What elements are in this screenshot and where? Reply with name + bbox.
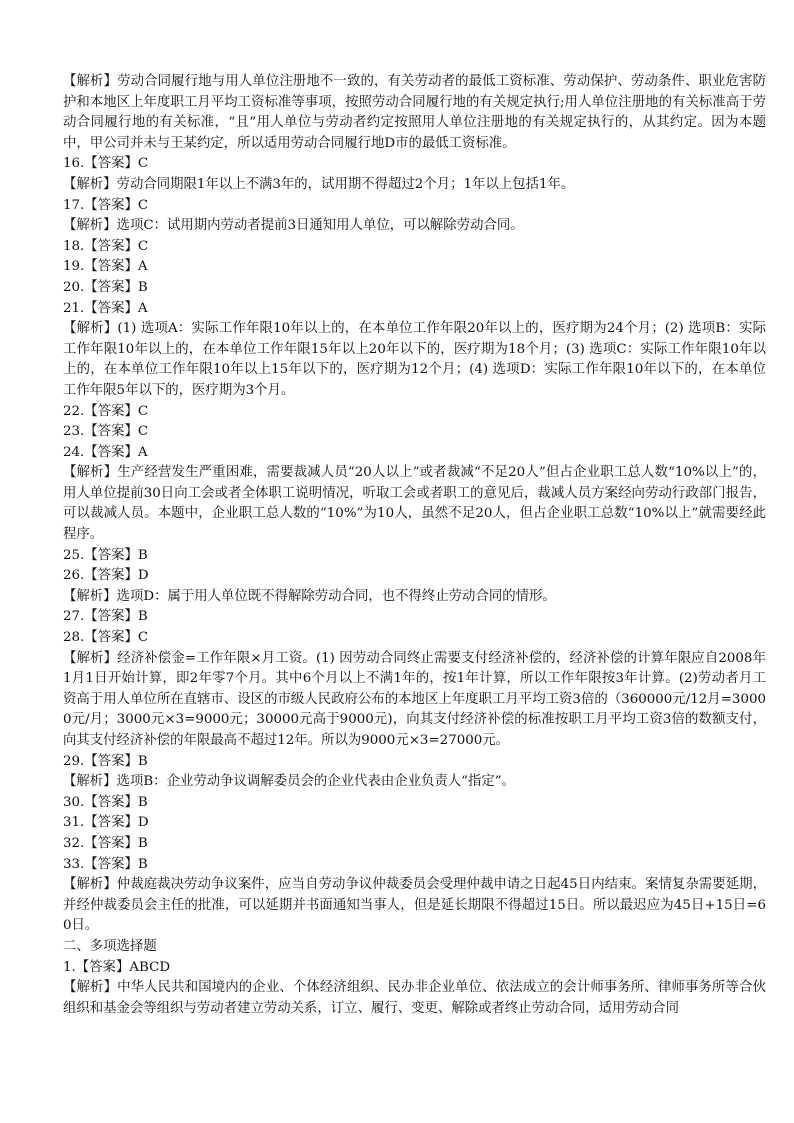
answer-line: 31.【答案】D <box>63 815 149 831</box>
analysis-paragraph: 【解析】(1) 选项A：实际工作年限10年以上的，在本单位工作年限20年以上的，医疗期为24个月；(2) 选项B：实际工作年限10年以上的，在本单位工作年限15年以上20年以下的，医疗期为18个月；(3) 选项C：实际工作年限10年以上的，在本单位工作年限10年以上15年以下的，医疗期为12个月；(4) 选项D：实际工作年限10年以下的，在本单位工作年限5年以下的，医疗期为3个月。 <box>63 321 766 398</box>
answer-line: 22.【答案】C <box>63 403 149 419</box>
analysis-paragraph: 【解析】劳动合同期限1年以上不满3年的，试用期不得超过2个月；1年以上包括1年。 <box>63 176 575 192</box>
answer-line: 18.【答案】C <box>63 238 149 254</box>
answer-line: 29.【答案】B <box>63 753 148 769</box>
analysis-paragraph: 【解析】选项D：属于用人单位既不得解除劳动合同，也不得终止劳动合同的情形。 <box>63 588 556 604</box>
answer-line: 1.【答案】ABCD <box>63 959 171 975</box>
answer-line: 30.【答案】B <box>63 794 148 810</box>
analysis-paragraph: 【解析】中华人民共和国境内的企业、个体经济组织、民办非企业单位、依法成立的会计师事务所、律师事务所等合伙组织和基金会等组织与劳动者建立劳动关系，订立、履行、变更、解除或者终止劳动合同，适用劳动合同 <box>63 980 766 1016</box>
answer-line: 20.【答案】B <box>63 279 148 295</box>
analysis-paragraph: 【解析】选项C：试用期内劳动者提前3日通知用人单位，可以解除劳动合同。 <box>63 218 524 234</box>
analysis-paragraph: 【解析】选项B：企业劳动争议调解委员会的企业代表由企业负责人“指定”。 <box>63 774 516 790</box>
analysis-paragraph: 【解析】生产经营发生严重困难，需要裁减人员“20人以上”或者裁减“不足20人”但占企业职工总人数“10%以上”的，用人单位提前30日向工会或者全体职工说明情况，听取工会或者职工的意见后，裁减人员方案经向劳动行政部门报告，可以裁减人员。本题中，企业职工总人数的“10%”为10人，虽然不足20人，但占企业职工总数“10%以上”就需要经此程序。 <box>63 465 766 543</box>
document-page <box>63 72 766 1019</box>
answer-line: 27.【答案】B <box>63 609 148 625</box>
analysis-paragraph: 【解析】劳动合同履行地与用人单位注册地不一致的，有关劳动者的最低工资标准、劳动保护、劳动条件、职业危害防护和本地区上年度职工月平均工资标准等事项，按照劳动合同履行地的有关规定执行;用人单位注册地的有关标准高于劳动合同履行地的有关标准，“且”用人单位与劳动者约定按照用人单位注册地的有关规定执行的，从其约定。因为本题中，甲公司并未与王某约定，所以适用劳动合同履行地D市的最低工资标准。 <box>63 74 766 151</box>
answer-line: 33.【答案】B <box>63 856 148 872</box>
answer-line: 16.【答案】C <box>63 156 149 172</box>
answer-line: 24.【答案】A <box>63 444 148 460</box>
answer-line: 26.【答案】D <box>63 568 149 584</box>
answer-line: 32.【答案】B <box>63 835 148 851</box>
answer-line: 23.【答案】C <box>63 424 149 440</box>
answer-line: 25.【答案】B <box>63 547 148 563</box>
answer-line: 19.【答案】A <box>63 259 148 275</box>
analysis-paragraph: 【解析】仲裁庭裁决劳动争议案件，应当自劳动争议仲裁委员会受理仲裁申请之日起45日内结束。案情复杂需要延期，并经仲裁委员会主任的批准，可以延期并书面通知当事人，但是延长期限不得超过15日。所以最迟应为45日+15日=60日。 <box>63 877 766 934</box>
answer-line: 28.【答案】C <box>63 630 149 646</box>
section-heading: 二、多项选择题 <box>63 938 157 954</box>
answer-line: 17.【答案】C <box>63 197 149 213</box>
analysis-paragraph: 【解析】经济补偿金=工作年限×月工资。(1) 因劳动合同终止需要支付经济补偿的，经济补偿的计算年限应自2008年1月1日开始计算，即2年零7个月。其中6个月以上不满1年的，按1年计算，所以工作年限按3年计算。(2)劳动者月工资高于用人单位所在直辖市、设区的市级人民政府公布的本地区上年度职工月平均工资3倍的（360000元/12月=30000元/月；3000元×3=9000元；30000元高于9000元)，向其支付经济补偿的标准按职工月平均工资3倍的数额支付，向其支付经济补偿的年限最高不超过12年。所以为9000元×3=27000元。 <box>63 650 766 748</box>
answer-line: 21.【答案】A <box>63 300 148 316</box>
